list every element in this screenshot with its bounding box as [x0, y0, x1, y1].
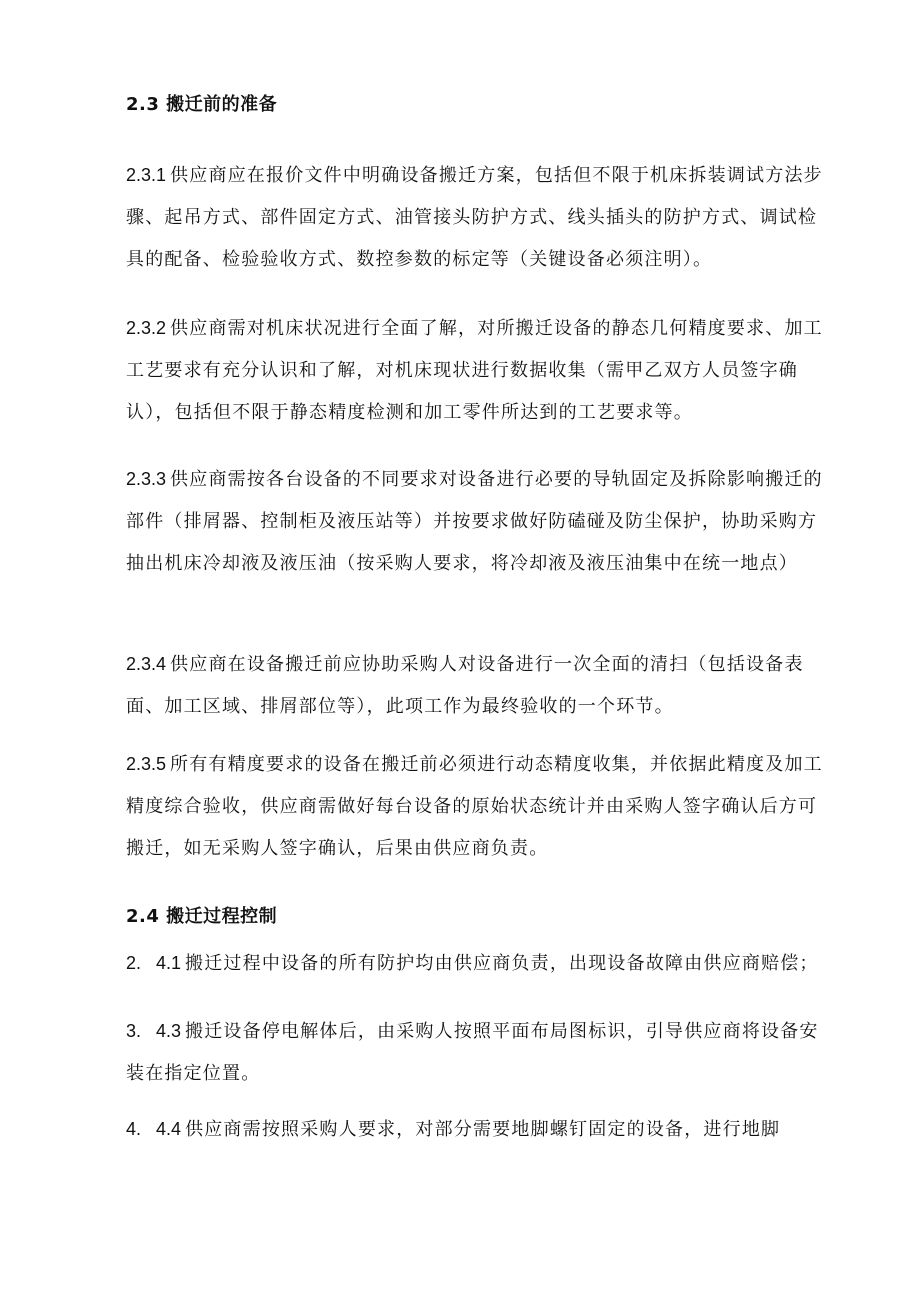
- section-heading-2-4: 2.4 搬迁过程控制: [126, 906, 278, 927]
- section-heading-2-3: 2.3 搬迁前的准备: [126, 94, 278, 115]
- paragraph-2-3-1: [126, 154, 826, 281]
- paragraph-number: 4.1: [156, 953, 182, 973]
- list-item-2: [126, 950, 826, 977]
- paragraph-2-3-3: [126, 458, 826, 585]
- list-item-3: [126, 1010, 826, 1095]
- paragraph-number: 2.3.5: [126, 754, 167, 774]
- list-item-4: [126, 1108, 826, 1151]
- paragraph-2-3-5: [126, 743, 826, 870]
- paragraph-2-3-2: [126, 307, 826, 434]
- paragraph-text: 搬迁设备停电解体后，由采购人按照平面布局图标识，引导供应商将设备安装在指定位置。: [126, 1021, 819, 1084]
- paragraph-number: 4.3: [156, 1021, 182, 1041]
- list-number: 2.: [126, 953, 142, 973]
- paragraph-text: 所有有精度要求的设备在搬迁前必须进行动态精度收集，并依据此精度及加工精度综合验收，供应商需做好每台设备的原始状态统计并由采购人签字确认后方可搬迁，如无采购人签字确认，后果由供应商负责。: [126, 754, 823, 859]
- paragraph-text: 供应商需按照采购人要求，对部分需要地脚螺钉固定的设备，进行地脚: [185, 1119, 781, 1140]
- paragraph-text: 供应商需对机床状况进行全面了解，对所搬迁设备的静态几何精度要求、加工工艺要求有充分认识和了解，对机床现状进行数据收集（需甲乙双方人员签字确认），包括但不限于静态精度检测和加工零件所达到的工艺要求等。: [126, 318, 823, 423]
- paragraph-text: 供应商在设备搬迁前应协助采购人对设备进行一次全面的清扫（包括设备表面、加工区域、排屑部位等），此项工作为最终验收的一个环节。: [126, 654, 804, 717]
- paragraph-number: 2.3.4: [126, 654, 167, 674]
- paragraph-number: 2.3.1: [126, 165, 167, 185]
- paragraph-number: 2.3.3: [126, 469, 167, 489]
- paragraph-text: 搬迁过程中设备的所有防护均由供应商负责，出现设备故障由供应商赔偿；: [185, 953, 819, 974]
- paragraph-text: 供应商需按各台设备的不同要求对设备进行必要的导轨固定及拆除影响搬迁的部件（排屑器、控制柜及液压站等）并按要求做好防磕碰及防尘保护，协助采购方抽出机床冷却液及液压油（按采购人要求，将冷却液及液压油集中在统一地点）: [126, 469, 823, 574]
- paragraph-2-3-4: [126, 643, 826, 728]
- paragraph-number: 2.3.2: [126, 318, 167, 338]
- list-number: 3.: [126, 1021, 142, 1041]
- paragraph-number: 4.4: [156, 1119, 182, 1139]
- paragraph-text: 供应商应在报价文件中明确设备搬迁方案，包括但不限于机床拆装调试方法步骤、起吊方式、部件固定方式、油管接头防护方式、线头插头的防护方式、调试检具的配备、检验验收方式、数控参数的标定等（关键设备必须注明）。: [126, 165, 823, 270]
- list-number: 4.: [126, 1119, 142, 1139]
